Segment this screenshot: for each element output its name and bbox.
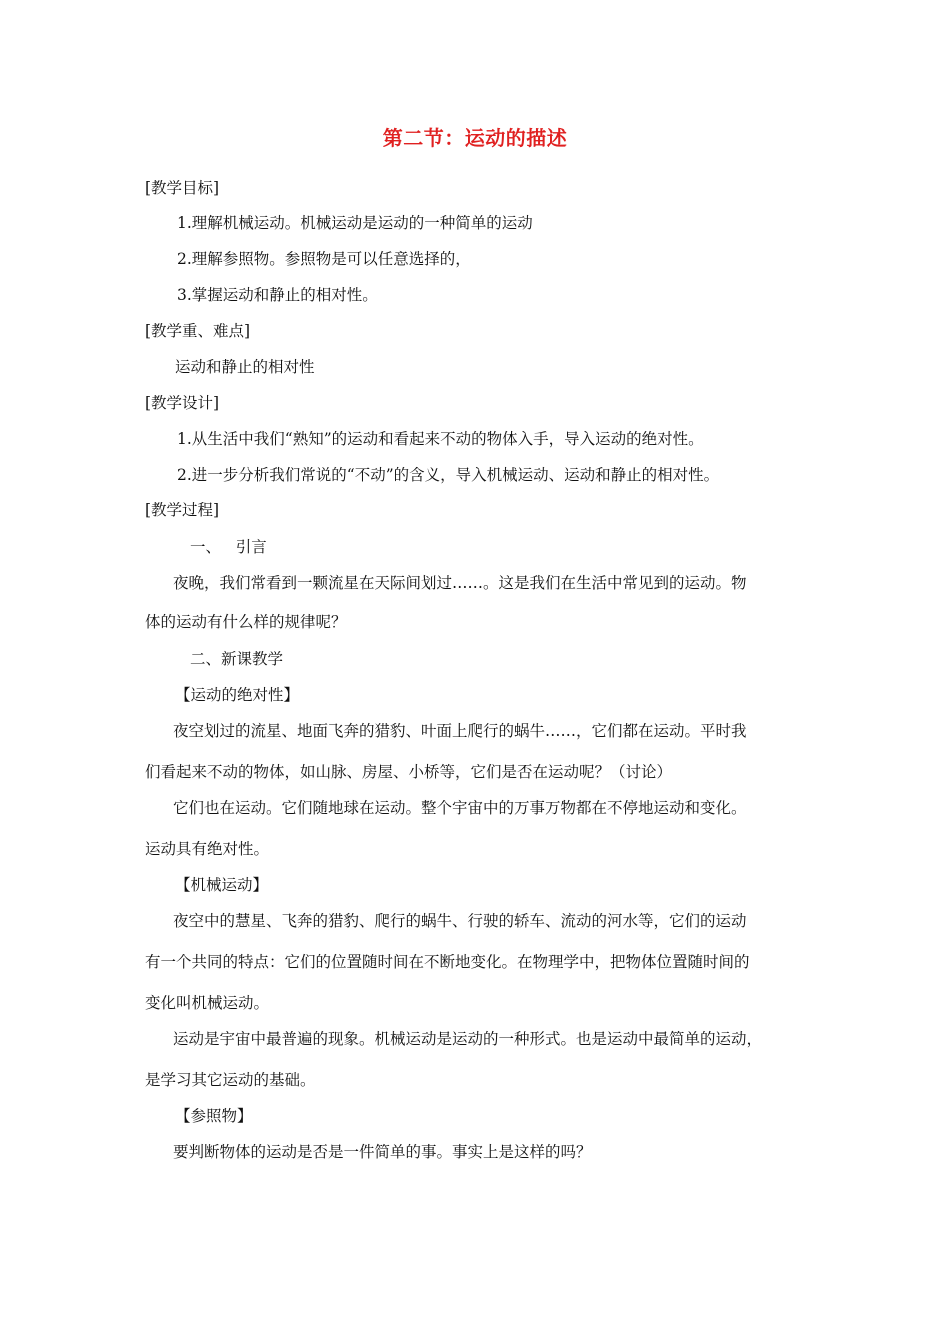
intro-paragraph-line-1: 夜晚，我们常看到一颗流星在天际间划过……。这是我们在生活中常见到的运动。物: [173, 574, 747, 592]
objectives-heading: [教学目标]: [145, 179, 220, 197]
absolute-paragraph-2-line-2: 运动具有绝对性。: [145, 840, 270, 858]
mechanical-paragraph-1-line-3: 变化叫机械运动。: [145, 994, 270, 1012]
objective-item-2: 2.理解参照物。参照物是可以任意选择的，: [177, 250, 471, 268]
design-item-2: 2.进一步分析我们常说的“不动”的含义，导入机械运动、运动和静止的相对性。: [177, 466, 720, 484]
reference-object-heading: 【参照物】: [175, 1107, 253, 1125]
design-heading: [教学设计]: [145, 394, 220, 412]
mechanical-paragraph-1-line-2: 有一个共同的特点：它们的位置随时间在不断地变化。在物理学中，把物体位置随时间的: [145, 953, 750, 971]
mechanical-paragraph-1-line-1: 夜空中的慧星、飞奔的猎豹、爬行的蜗牛、行驶的轿车、流动的河水等，它们的运动: [173, 912, 747, 930]
intro-heading: 一、 引言: [190, 538, 267, 556]
new-lesson-heading: 二、新课教学: [190, 650, 284, 668]
absolute-paragraph-1-line-1: 夜空划过的流星、地面飞奔的猎豹、叶面上爬行的蜗牛……，它们都在运动。平时我: [173, 722, 747, 740]
key-points-text: 运动和静止的相对性: [175, 358, 315, 376]
document-title: 第二节：运动的描述: [382, 126, 568, 150]
design-item-1: 1.从生活中我们“熟知”的运动和看起来不动的物体入手，导入运动的绝对性。: [177, 430, 704, 448]
objective-item-1: 1.理解机械运动。机械运动是运动的一种简单的运动: [177, 214, 533, 232]
absolute-motion-heading: 【运动的绝对性】: [175, 686, 300, 704]
objective-item-3: 3.掌握运动和静止的相对性。: [177, 286, 378, 304]
absolute-paragraph-2-line-1: 它们也在运动。它们随地球在运动。整个宇宙中的万事万物都在不停地运动和变化。: [173, 799, 747, 817]
mechanical-paragraph-2-line-2: 是学习其它运动的基础。: [145, 1071, 316, 1089]
process-heading: [教学过程]: [145, 501, 220, 519]
mechanical-motion-heading: 【机械运动】: [175, 876, 269, 894]
mechanical-paragraph-2-line-1: 运动是宇宙中最普遍的现象。机械运动是运动的一种形式。也是运动中最简单的运动，: [173, 1030, 763, 1048]
reference-paragraph-1: 要判断物体的运动是否是一件简单的事。事实上是这样的吗？: [173, 1143, 592, 1161]
absolute-paragraph-1-line-2: 们看起来不动的物体，如山脉、房屋、小桥等，它们是否在运动呢？（讨论）: [145, 763, 673, 781]
intro-paragraph-line-2: 体的运动有什么样的规律呢？: [145, 613, 347, 631]
key-points-heading: [教学重、难点]: [145, 322, 251, 340]
